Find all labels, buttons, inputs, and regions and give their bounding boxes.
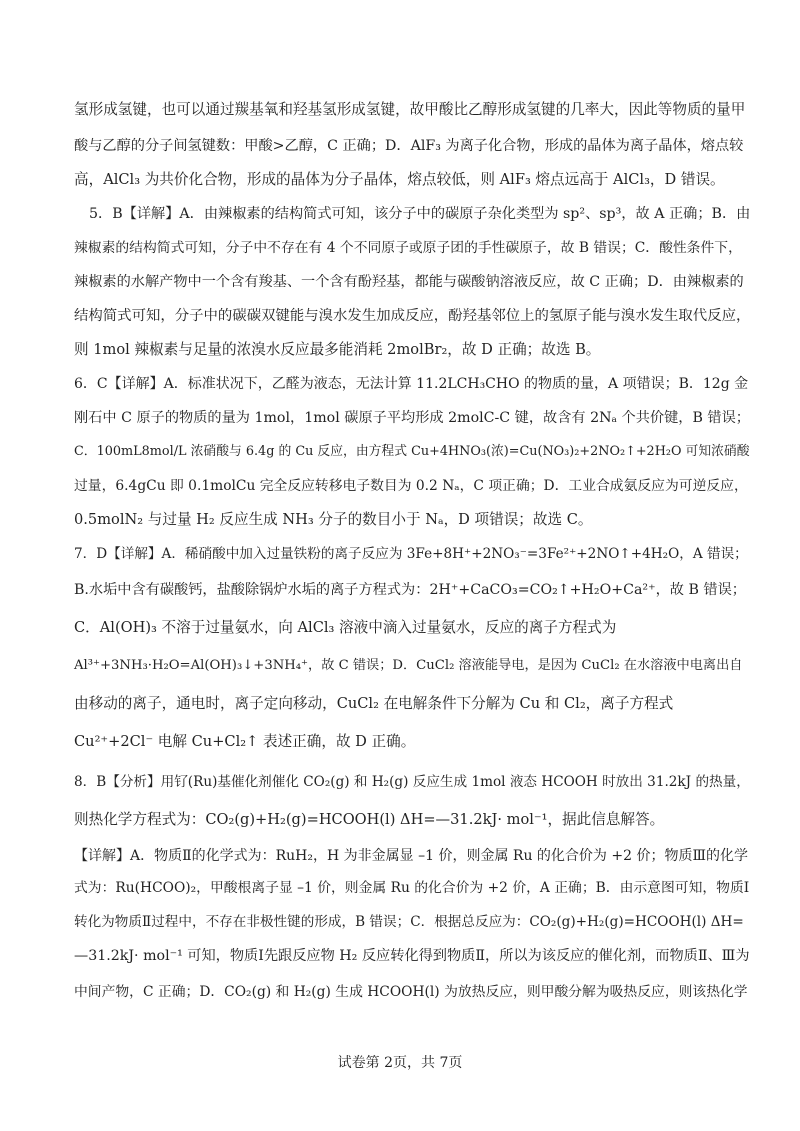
text-line: C．100mL8mol/L 浓硝酸与 6.4g 的 Cu 反应，由方程式 Cu+4HNO₃(浓)=Cu(NO₃)₂+2NO₂↑+2H₂O 可知浓硝酸 — [74, 444, 750, 459]
text-line: 结构简式可知，分子中的碳碳双键能与溴水发生加成反应，酚羟基邻位上的氢原子能与溴水发生取代反应， — [74, 308, 751, 324]
text-line: 酸与乙醇的分子间氢键数：甲酸>乙醇，C 正确；D．AlF₃ 为离子化合物，形成的晶体为离子晶体，熔点较 — [74, 138, 744, 154]
text-line: Cu²⁺+2Cl⁻ 电解 Cu+Cl₂↑ 表述正确，故 D 正确。 — [74, 733, 416, 750]
text-line: 5．B【详解】A．由辣椒素的结构简式可知，该分子中的碳原子杂化类型为 sp²、sp³，故 A 正确；B．由 — [89, 206, 751, 222]
text-line: 则热化学方程式为：CO₂(g)+H₂(g)=HCOOH(l) ΔH=—31.2kJ· mol⁻¹，据此信息解答。 — [74, 811, 665, 828]
text-line: C．Al(OH)₃ 不溶于过量氨水，向 AlCl₃ 溶液中滴入过量氨水，反应的离子方程式为 — [74, 619, 617, 636]
text-line: 辣椒素的水解产物中一个含有羧基、一个含有酚羟基，都能与碳酸钠溶液反应，故 C 正确；D．由辣椒素的 — [74, 274, 744, 290]
text-line: 辣椒素的结构简式可知，分子中不存在有 4 个不同原子或原子团的手性碳原子，故 B 错误；C．酸性条件下， — [74, 240, 742, 256]
text-line: 式为：Ru(HCOO)₂，甲酸根离子显 –1 价，则金属 Ru 的化合价为 +2 价，A 正确；B．由示意图可知，物质Ⅰ — [74, 880, 750, 896]
text-line: Al³⁺+3NH₃·H₂O=Al(OH)₃↓+3NH₄⁺，故 C 错误；D．CuCl₂ 溶液能导电，是因为 CuCl₂ 在水溶液中电离出自 — [74, 658, 743, 673]
text-line: 则 1mol 辣椒素与足量的浓溴水反应最多能消耗 2molBr₂，故 D 正确；故选 B。 — [74, 341, 601, 358]
text-line: 氢形成氢键，也可以通过羰基氧和羟基氢形成氢键，故甲酸比乙醇形成氢键的几率大，因此等物质的量甲 — [74, 101, 746, 118]
text-line: B.水垢中含有碳酸钙，盐酸除锅炉水垢的离子方程式为：2H⁺+CaCO₃=CO₂↑+H₂O+Ca²⁺，故 B 错误； — [74, 582, 746, 598]
text-line: 由移动的离子，通电时，离子定向移动，CuCl₂ 在电解条件下分解为 Cu 和 Cl₂，离子方程式 — [74, 695, 674, 712]
text-line: 过量，6.4gCu 即 0.1molCu 完全反应转移电子数目为 0.2 Nₐ，C 项正确；D．工业合成氨反应为可逆反应， — [74, 478, 748, 494]
text-line: 6．C【详解】A．标准状况下，乙醛为液态，无法计算 11.2LCH₃CHO 的物质的量，A 项错误；B．12g 金 — [74, 376, 749, 392]
page-footer: 试卷第 2页，共 7页 — [337, 1055, 463, 1071]
text-line: 刚石中 C 原子的物质的量为 1mol，1mol 碳原子平均形成 2molC-C 键，故含有 2Nₐ 个共价键，B 错误； — [74, 410, 750, 426]
text-line: 【详解】A．物质Ⅱ的化学式为：RuH₂，H 为非金属显 –1 价，则金属 Ru 的化合价为 +2 价；物质Ⅲ的化学 — [74, 848, 748, 864]
text-line: 8．B【分析】用钌(Ru)基催化剂催化 CO₂(g) 和 H₂(g) 反应生成 1mol 液态 HCOOH 时放出 31.2kJ 的热量， — [74, 774, 750, 790]
text-line: 转化为物质Ⅱ过程中，不存在非极性键的形成，B 错误；C．根据总反应为：CO₂(g)+H₂(g)=HCOOH(l) ΔH= — [74, 914, 744, 930]
text-line: 中间产物，C 正确；D．CO₂(g) 和 H₂(g) 生成 HCOOH(l) 为放热反应，则甲酸分解为吸热反应，则该热化学 — [74, 984, 748, 1000]
text-line: —31.2kJ· mol⁻¹ 可知，物质Ⅰ先跟反应物 H₂ 反应转化得到物质Ⅱ，所以为该反应的催化剂，而物质Ⅱ、Ⅲ为 — [74, 948, 750, 964]
text-line: 0.5molN₂ 与过量 H₂ 反应生成 NH₃ 分子的数目小于 Nₐ，D 项错误；故选 C。 — [74, 511, 593, 528]
text-line: 高，AlCl₃ 为共价化合物，形成的晶体为分子晶体，熔点较低，则 AlF₃ 熔点远高于 AlCl₃，D 错误。 — [74, 171, 725, 188]
text-line: 7．D【详解】A．稀硝酸中加入过量铁粉的离子反应为 3Fe+8H⁺+2NO₃⁻=3Fe²⁺+2NO↑+4H₂O，A 错误； — [74, 546, 748, 562]
